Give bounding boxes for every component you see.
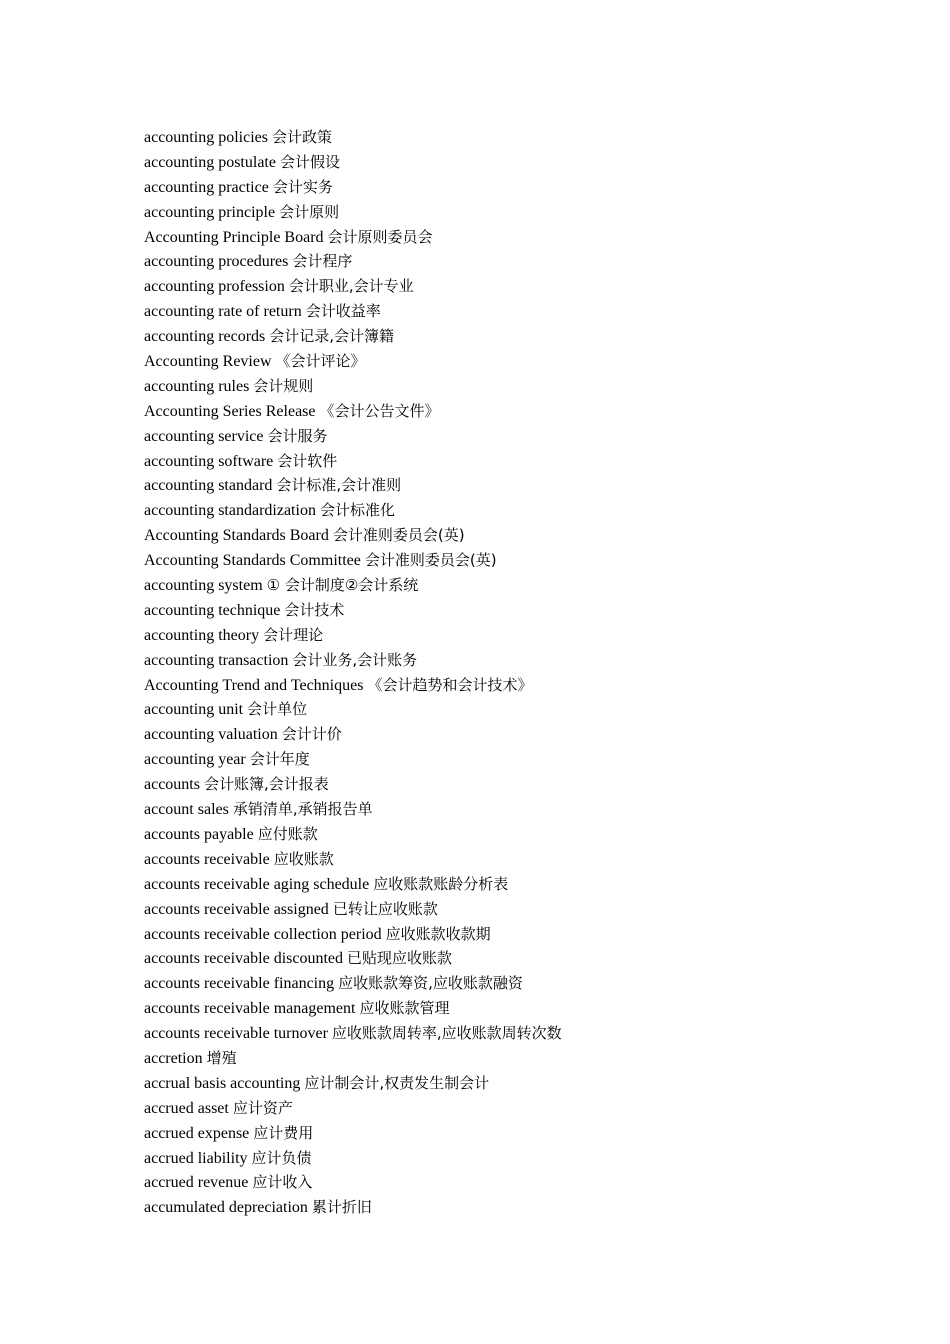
entry-term: accounts receivable assigned [144,900,329,918]
entry-term: accounting rate of return [144,303,302,321]
entry-term: accounting transaction [144,651,289,669]
entry-translation: 会计计价 [281,725,342,744]
entry-term: accrued revenue [144,1174,249,1192]
entry-translation: 应收账款账龄分析表 [373,874,509,893]
entry-translation: 会计年度 [249,750,310,769]
entry-translation: 《会计趋势和会计技术》 [367,675,533,694]
entry-translation: 会计技术 [284,600,345,619]
glossary-entry [144,1121,562,1146]
glossary-entry [144,1071,562,1096]
entry-translation: 《会计评论》 [275,352,366,371]
entry-translation: 应计费用 [253,1123,314,1142]
entry-term: accounts receivable financing [144,975,335,993]
glossary-entry [144,922,562,947]
entry-translation: 已贴现应收账款 [347,949,453,968]
entry-translation: 会计准则委员会(英) [332,526,465,545]
glossary-entry [144,747,562,772]
glossary-entry [144,1146,562,1171]
entry-term: Accounting Standards Committee [144,552,361,570]
entry-term: accounting system [144,577,263,595]
glossary-entry [144,449,562,474]
entry-translation: 会计原则 [279,202,340,221]
entry-term: accounts receivable collection period [144,925,382,943]
entry-term: accounting postulate [144,153,276,171]
glossary-entry [144,125,562,150]
entry-translation: 应收账款筹资,应收账款融资 [338,974,523,993]
glossary-entry [144,1096,562,1121]
glossary-entry [144,722,562,747]
entry-term: accretion [144,1049,203,1067]
entry-term: accounting standardization [144,502,316,520]
entry-translation: 会计职业,会计专业 [288,277,414,296]
entry-translation: 会计标准化 [319,501,395,520]
entry-translation: 增殖 [206,1048,237,1067]
entry-translation: 会计单位 [247,700,308,719]
entry-term: accounting principle [144,203,276,221]
entry-term: accounts receivable [144,850,270,868]
glossary-entry [144,623,562,648]
glossary-entry [144,498,562,523]
glossary-list [144,125,562,1220]
entry-term: accounts payable [144,825,254,843]
entry-translation: 会计准则委员会(英) [364,551,497,570]
entry-term: accumulated depreciation [144,1199,308,1217]
glossary-entry [144,150,562,175]
glossary-entry [144,299,562,324]
entry-term: accounting practice [144,178,269,196]
glossary-entry [144,1170,562,1195]
entry-translation: 会计收益率 [305,302,381,321]
glossary-entry [144,971,562,996]
entry-term: accounts receivable management [144,1000,356,1018]
glossary-entry [144,399,562,424]
entry-term: Accounting Series Release [144,402,316,420]
entry-term: account sales [144,801,229,819]
glossary-entry [144,473,562,498]
entry-translation: 应付账款 [257,824,318,843]
entry-translation: 承销清单,承销报告单 [232,800,373,819]
entry-translation: 应收账款收款期 [385,924,491,943]
entry-translation: 会计账簿,会计报表 [203,775,329,794]
entry-term: Accounting Principle Board [144,228,324,246]
entry-translation: 会计规则 [253,376,314,395]
glossary-entry [144,847,562,872]
entry-translation: 《会计公告文件》 [319,401,440,420]
glossary-entry [144,822,562,847]
glossary-entry [144,548,562,573]
glossary-entry [144,996,562,1021]
entry-translation: 应收账款周转率,应收账款周转次数 [331,1024,562,1043]
glossary-entry [144,697,562,722]
glossary-entry [144,274,562,299]
glossary-entry [144,225,562,250]
entry-term: accounting unit [144,701,244,719]
entry-term: accounting policies [144,129,268,146]
entry-term: accounts receivable discounted [144,950,344,968]
glossary-entry [144,523,562,548]
entry-term: accrued asset [144,1099,229,1117]
entry-translation: 会计实务 [272,177,333,196]
entry-translation: 会计理论 [263,625,324,644]
entry-term: accounting theory [144,626,260,644]
entry-translation: 会计业务,会计账务 [292,650,418,669]
entry-term: accounting software [144,452,274,470]
entry-translation: 应计资产 [232,1098,293,1117]
glossary-entry [144,249,562,274]
entry-term: accrual basis accounting [144,1074,301,1092]
entry-term: accounting procedures [144,253,289,271]
glossary-entry [144,1195,562,1220]
glossary-entry [144,1021,562,1046]
entry-term: accounting year [144,751,246,769]
entry-translation: ① 会计制度②会计系统 [266,576,419,595]
glossary-entry [144,573,562,598]
entry-translation: 会计假设 [279,152,340,171]
glossary-entry [144,872,562,897]
entry-term: accrued expense [144,1124,250,1142]
entry-translation: 会计原则委员会 [327,227,433,246]
entry-term: accounting service [144,427,264,445]
entry-translation: 会计软件 [277,451,338,470]
glossary-entry [144,200,562,225]
glossary-entry [144,772,562,797]
entry-term: accounting technique [144,601,281,619]
entry-term: accounting records [144,328,266,346]
glossary-entry [144,673,562,698]
glossary-entry [144,598,562,623]
glossary-entry [144,349,562,374]
entry-term: accounting rules [144,377,250,395]
entry-term: Accounting Standards Board [144,527,329,545]
glossary-entry [144,1046,562,1071]
entry-term: accounting profession [144,278,285,296]
entry-translation: 应收账款 [273,849,334,868]
entry-translation: 应计制会计,权责发生制会计 [304,1073,490,1092]
entry-term: accounts receivable turnover [144,1025,328,1043]
glossary-entry [144,424,562,449]
entry-term: accrued liability [144,1149,248,1167]
entry-translation: 会计程序 [292,252,353,271]
entry-translation: 应计收入 [252,1173,313,1192]
glossary-entry [144,374,562,399]
entry-translation: 会计政策 [271,128,332,146]
glossary-entry [144,897,562,922]
glossary-entry [144,797,562,822]
glossary-entry [144,648,562,673]
glossary-entry [144,324,562,349]
glossary-entry [144,175,562,200]
entry-translation: 会计记录,会计簿籍 [269,327,395,346]
glossary-entry [144,946,562,971]
entry-translation: 会计标准,会计准则 [276,476,402,495]
entry-translation: 已转让应收账款 [332,899,438,918]
entry-translation: 会计服务 [267,426,328,445]
entry-translation: 累计折旧 [311,1198,372,1217]
entry-term: accounts receivable aging schedule [144,875,370,893]
entry-term: accounting standard [144,477,273,495]
entry-term: accounting valuation [144,726,278,744]
entry-term: accounts [144,776,200,794]
entry-translation: 应计负债 [251,1148,312,1167]
entry-term: Accounting Trend and Techniques [144,676,364,694]
entry-term: Accounting Review [144,353,272,371]
entry-translation: 应收账款管理 [359,999,450,1018]
